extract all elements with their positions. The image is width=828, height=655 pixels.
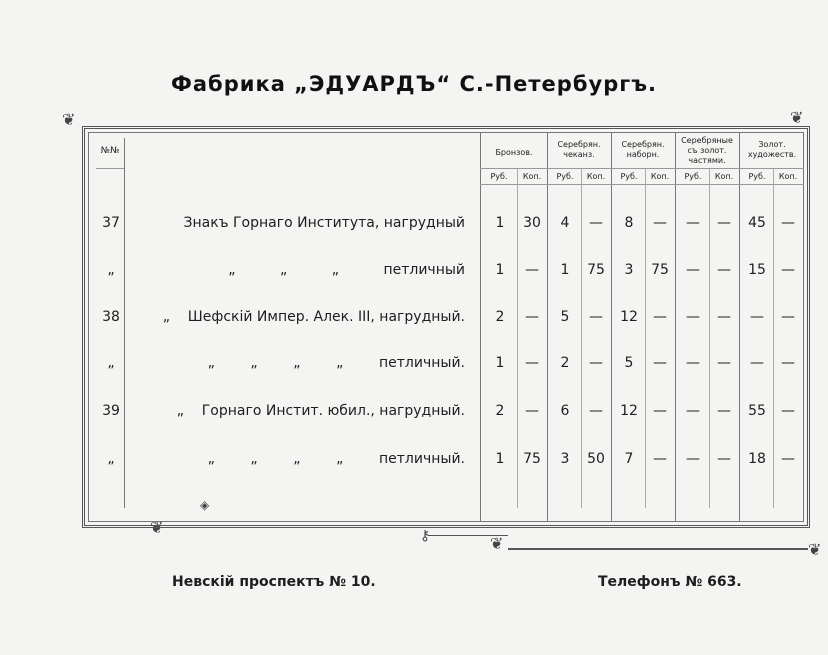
price-cell: 1	[495, 262, 505, 278]
price-cell: —	[525, 309, 539, 325]
price-cell: 4	[560, 215, 570, 231]
subheader-kop: Коп.	[586, 172, 606, 181]
price-cell: —	[717, 215, 731, 231]
price-cell: —	[781, 355, 795, 371]
price-cell: 2	[495, 403, 505, 419]
price-cell: 12	[620, 403, 638, 419]
price-cell: 2	[560, 355, 570, 371]
price-cell: —	[589, 309, 603, 325]
corner-ornament-icon: ❦	[490, 534, 504, 553]
price-cell: —	[781, 215, 795, 231]
subheader-kop: Коп.	[650, 172, 670, 181]
row-number: 37	[102, 215, 120, 231]
header-number: №№	[100, 146, 120, 156]
header-silver-gold: Серебряные съ золот. частями.	[681, 136, 733, 165]
price-cell: 5	[560, 309, 570, 325]
price-cell: —	[686, 309, 700, 325]
row-description: „ „ „ петличный	[228, 262, 465, 278]
ornament-line	[508, 548, 808, 550]
price-cell: —	[589, 355, 603, 371]
price-cell: —	[781, 403, 795, 419]
price-cell: 75	[523, 451, 541, 467]
price-cell: —	[686, 403, 700, 419]
price-cell: 7	[624, 451, 634, 467]
price-cell: —	[686, 262, 700, 278]
price-cell: —	[750, 309, 764, 325]
price-cell: —	[589, 215, 603, 231]
row-description: Знакъ Горнаго Института, нагрудный	[183, 215, 465, 231]
ornament-line	[428, 535, 508, 536]
price-cell: —	[781, 309, 795, 325]
corner-ornament-icon: ❦	[150, 518, 164, 537]
price-cell: 12	[620, 309, 638, 325]
page-title: Фабрика „ЭДУАРДЪ“ С.-Петербургъ.	[171, 72, 657, 96]
row-number: „	[107, 451, 115, 467]
price-cell: —	[750, 355, 764, 371]
row-description: „ Горнаго Инстит. юбил., нагрудный.	[176, 403, 465, 419]
price-cell: 75	[651, 262, 669, 278]
price-cell: 5	[624, 355, 634, 371]
price-cell: 6	[560, 403, 570, 419]
subheader-kop: Коп.	[714, 172, 734, 181]
subheader-kop: Коп.	[778, 172, 798, 181]
row-number: „	[107, 262, 115, 278]
corner-ornament-icon: ❦	[790, 108, 804, 127]
diamond-ornament-icon: ◈	[200, 498, 210, 512]
row-description: „ „ „ „ петличный.	[207, 355, 465, 371]
price-cell: —	[653, 355, 667, 371]
row-description: „ Шефскій Импер. Алек. III, нагрудный.	[162, 309, 465, 325]
subheader-rub: Руб.	[556, 172, 574, 181]
price-cell: —	[717, 451, 731, 467]
price-cell: 30	[523, 215, 541, 231]
key-ornament-icon: ⚷	[420, 528, 431, 544]
price-cell: 1	[495, 215, 505, 231]
price-cell: —	[525, 355, 539, 371]
price-cell: 1	[495, 451, 505, 467]
price-cell: —	[781, 262, 795, 278]
row-number: 38	[102, 309, 120, 325]
price-cell: —	[589, 403, 603, 419]
header-silver-chased: Серебрян. чеканз.	[557, 140, 601, 159]
header-silver-inlaid: Серебрян. наборн.	[621, 140, 665, 159]
price-cell: —	[525, 262, 539, 278]
subheader-kop: Коп.	[522, 172, 542, 181]
subheader-rub: Руб.	[490, 172, 508, 181]
price-cell: —	[717, 355, 731, 371]
price-cell: 18	[748, 451, 766, 467]
price-cell: 1	[495, 355, 505, 371]
price-cell: —	[686, 215, 700, 231]
price-cell: —	[653, 309, 667, 325]
price-cell: —	[653, 451, 667, 467]
row-number: „	[107, 355, 115, 371]
corner-ornament-icon: ❦	[62, 110, 76, 129]
price-cell: —	[717, 309, 731, 325]
price-cell: 3	[624, 262, 634, 278]
price-cell: —	[717, 262, 731, 278]
header-bronze: Бронзов.	[495, 148, 533, 157]
header-gold-artistic: Золот. художеств.	[747, 140, 797, 159]
price-cell: —	[525, 403, 539, 419]
price-cell: 8	[624, 215, 634, 231]
price-cell: —	[781, 451, 795, 467]
row-description: „ „ „ „ петличный.	[207, 451, 465, 467]
subheader-rub: Руб.	[684, 172, 702, 181]
subheader-rub: Руб.	[620, 172, 638, 181]
corner-ornament-icon: ❦	[808, 540, 822, 559]
price-cell: 2	[495, 309, 505, 325]
price-cell: —	[653, 215, 667, 231]
price-cell: —	[686, 355, 700, 371]
price-cell: —	[717, 403, 731, 419]
row-number: 39	[102, 403, 120, 419]
price-cell: 55	[748, 403, 766, 419]
price-cell: 1	[560, 262, 570, 278]
price-cell: 75	[587, 262, 605, 278]
price-cell: —	[653, 403, 667, 419]
price-cell: 15	[748, 262, 766, 278]
price-cell: 50	[587, 451, 605, 467]
footer-address: Невскій проспектъ № 10.	[172, 574, 376, 590]
price-cell: —	[686, 451, 700, 467]
subheader-rub: Руб.	[748, 172, 766, 181]
price-cell: 45	[748, 215, 766, 231]
footer-phone: Телефонъ № 663.	[598, 574, 742, 590]
price-cell: 3	[560, 451, 570, 467]
